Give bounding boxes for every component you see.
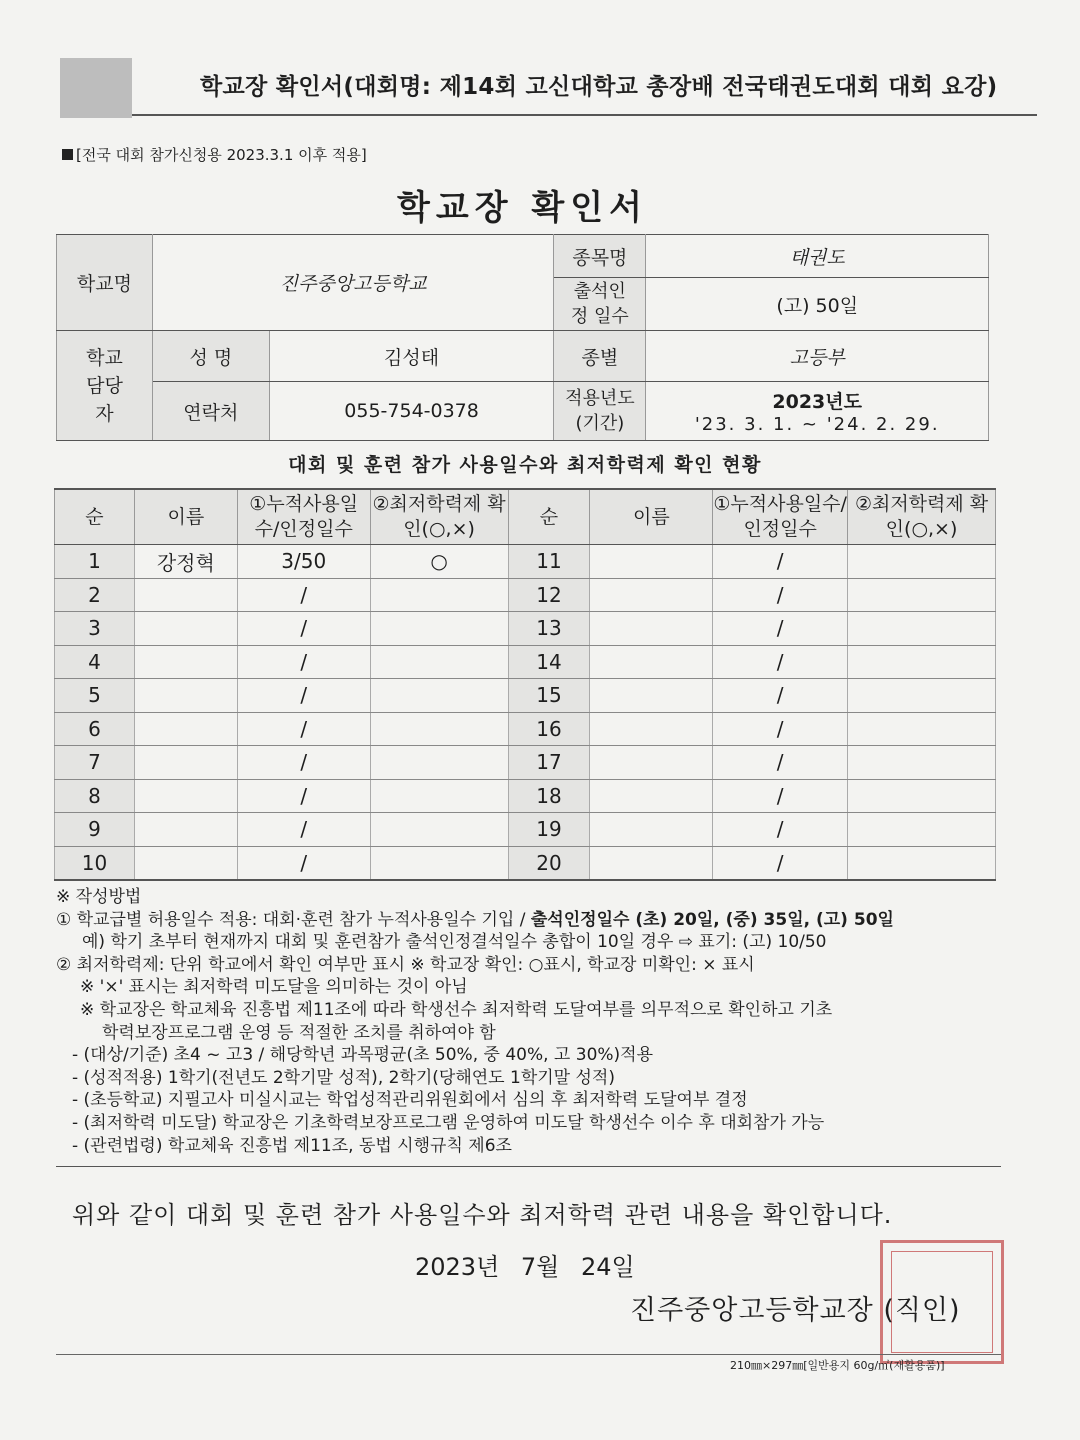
participants-table	[54, 488, 996, 881]
header-name: 이름	[134, 489, 237, 545]
row-name	[134, 846, 237, 880]
row-name-right	[590, 846, 713, 880]
note-1a	[56, 909, 1016, 932]
row-check	[370, 846, 508, 880]
note-bullet-5: - (관련법령) 학교체육 진흥법 제11조, 동법 시행규칙 제6조	[72, 1135, 512, 1156]
table-row	[55, 578, 996, 612]
issue-date	[415, 1247, 649, 1282]
row-check-right	[848, 679, 996, 713]
note-2a: ② 최저학력제: 단위 학교에서 확인 여부만 표시 ※ 학교장 확인: ○표시, 학교장 미확인: × 표시	[56, 954, 755, 975]
table-row	[55, 813, 996, 847]
row-no-right: 12	[508, 578, 590, 612]
row-check-right	[848, 612, 996, 646]
row-name-right	[590, 813, 713, 847]
paper-spec: 210㎜×297㎜[일반용지 60g/㎡(재활용품)]	[730, 1359, 945, 1372]
year-label	[554, 382, 646, 441]
row-no: 4	[55, 645, 135, 679]
row-no: 10	[55, 846, 135, 880]
row-name-right	[590, 679, 713, 713]
row-days-right: /	[713, 846, 848, 880]
header-banner	[60, 58, 1000, 118]
header-days-right: ①누적사용일수/인정일수	[713, 489, 848, 545]
row-check	[370, 679, 508, 713]
attendance-value: (고) 50일	[646, 278, 989, 331]
row-days: /	[237, 779, 370, 813]
row-days-right: /	[713, 813, 848, 847]
table-row	[55, 545, 996, 579]
table-row	[55, 746, 996, 780]
year-cell	[646, 382, 989, 441]
row-no: 3	[55, 612, 135, 646]
row-name-right	[590, 645, 713, 679]
attendance-label	[554, 278, 646, 331]
row-days: /	[237, 846, 370, 880]
contact-value: 055-754-0378	[269, 382, 554, 441]
division-label: 종별	[554, 331, 646, 382]
date-year: 2023년	[415, 1253, 500, 1281]
section-title: 대회 및 훈련 참가 사용일수와 최저학력제 확인 현황	[288, 454, 762, 476]
row-no: 8	[55, 779, 135, 813]
date-day: 24일	[581, 1253, 635, 1281]
division-value: 고등부	[646, 331, 989, 382]
attendance-label-text: 출석인정 일수	[570, 281, 629, 327]
row-name	[134, 813, 237, 847]
header-days: ①누적사용일수/인정일수	[237, 489, 370, 545]
manager-label-text: 학교 담당자	[86, 346, 123, 425]
row-check	[370, 645, 508, 679]
row-name-right	[590, 578, 713, 612]
row-days-right: /	[713, 746, 848, 780]
year-value: 2023년도	[772, 391, 862, 413]
table-row	[55, 712, 996, 746]
row-check-right	[848, 645, 996, 679]
period-value: '23. 3. 1. ~ '24. 2. 29.	[694, 414, 940, 435]
scope-note	[62, 144, 367, 165]
banner-title: 학교장 확인서(대회명: 제14회 고신대학교 총장배 전국태권도대회 대회 요강)	[200, 74, 998, 100]
row-no-right: 18	[508, 779, 590, 813]
note-2d: 학력보장프로그램 운영 등 적절한 조치를 취하여야 함	[102, 1022, 496, 1043]
row-check	[370, 779, 508, 813]
row-check	[370, 712, 508, 746]
document-title: 학교장 확인서	[397, 188, 648, 228]
row-days: /	[237, 813, 370, 847]
sport-label: 종목명	[554, 235, 646, 278]
confirmation-text: 위와 같이 대회 및 훈련 참가 사용일수와 최저학력 관련 내용을 확인합니다.	[72, 1201, 893, 1229]
square-bullet-icon	[62, 149, 73, 160]
row-days-right: /	[713, 712, 848, 746]
row-name-right	[590, 545, 713, 579]
row-no: 2	[55, 578, 135, 612]
row-name	[134, 746, 237, 780]
row-no-right: 20	[508, 846, 590, 880]
signer-name: 진주중앙고등학교장 (직인)	[630, 1295, 961, 1326]
school-value: 진주중앙고등학교	[152, 235, 553, 331]
row-check	[370, 746, 508, 780]
row-days-right: /	[713, 545, 848, 579]
header-academic: ②최저학력제 확인(○,×)	[370, 489, 508, 545]
row-no-right: 16	[508, 712, 590, 746]
header-no-right: 순	[508, 489, 590, 545]
row-name	[134, 712, 237, 746]
notes-divider	[56, 1166, 1001, 1167]
row-days: /	[237, 746, 370, 780]
row-no: 7	[55, 746, 135, 780]
note-bullet-3: - (초등학교) 지필고사 미실시교는 학업성적관리위원회에서 심의 후 최저학력 도달여부 결정	[72, 1090, 748, 1111]
row-days-right: /	[713, 578, 848, 612]
row-no: 6	[55, 712, 135, 746]
row-name	[134, 645, 237, 679]
row-check	[370, 813, 508, 847]
row-days: /	[237, 578, 370, 612]
notes-heading: ※ 작성방법	[56, 887, 142, 907]
header-name-right: 이름	[590, 489, 713, 545]
row-check-right	[848, 712, 996, 746]
row-check: ○	[370, 545, 508, 579]
row-check-right	[848, 746, 996, 780]
name-value: 김성태	[269, 331, 554, 382]
scope-note-text: [전국 대회 참가신청용 2023.3.1 이후 적용]	[76, 146, 367, 164]
row-days-right: /	[713, 612, 848, 646]
row-name	[134, 779, 237, 813]
row-name-right	[590, 612, 713, 646]
note-1b: 예) 학기 초부터 현재까지 대회 및 훈련참가 출석인정결석일수 총합이 10일 경우 ⇨ 표기: (고) 10/50	[82, 932, 827, 953]
note-1a-text: ① 학교급별 허용일수 적용: 대회·훈련 참가 누적사용일수 기입 /	[56, 909, 531, 930]
row-check-right	[848, 813, 996, 847]
row-name	[134, 679, 237, 713]
footer-divider	[56, 1354, 1001, 1355]
row-no-right: 15	[508, 679, 590, 713]
row-name	[134, 578, 237, 612]
contact-label: 연락처	[152, 382, 269, 441]
row-no-right: 19	[508, 813, 590, 847]
date-month: 7월	[520, 1253, 560, 1281]
row-days-right: /	[713, 645, 848, 679]
row-no: 9	[55, 813, 135, 847]
table-row	[55, 846, 996, 880]
row-days: /	[237, 679, 370, 713]
note-2c: ※ 학교장은 학교체육 진흥법 제11조에 따라 학생선수 최저학력 도달여부를 의무적으로 확인하고 기초	[80, 999, 833, 1020]
year-label-text: 적용년도 (기간)	[565, 388, 635, 434]
row-name-right	[590, 746, 713, 780]
note-bullet-4: - (최저학력 미도달) 학교장은 기초학력보장프로그램 운영하여 미도달 학생선수 이수 후 대회참가 가능	[72, 1112, 825, 1133]
header-no: 순	[55, 489, 135, 545]
row-check-right	[848, 578, 996, 612]
table-row	[55, 779, 996, 813]
row-name-right	[590, 712, 713, 746]
instructions	[56, 886, 1016, 1157]
row-check-right	[848, 545, 996, 579]
row-name-right	[590, 779, 713, 813]
row-check-right	[848, 846, 996, 880]
row-no: 1	[55, 545, 135, 579]
name-label: 성 명	[152, 331, 269, 382]
row-check-right	[848, 779, 996, 813]
note-bullet-2: - (성적적용) 1학기(전년도 2학기말 성적), 2학기(당해연도 1학기말 성적)	[72, 1067, 615, 1088]
note-1a-bold: 출석인정일수 (초) 20일, (중) 35일, (고) 50일	[530, 909, 894, 930]
row-no-right: 11	[508, 545, 590, 579]
row-no-right: 13	[508, 612, 590, 646]
row-no-right: 17	[508, 746, 590, 780]
table-row	[55, 645, 996, 679]
note-bullet-1: - (대상/기준) 초4 ~ 고3 / 해당학년 과목평균(초 50%, 중 40%, 고 30%)적용	[72, 1045, 654, 1066]
row-days: /	[237, 712, 370, 746]
header-academic-right: ②최저학력제 확인(○,×)	[848, 489, 996, 545]
row-check	[370, 612, 508, 646]
banner-underline	[132, 114, 1037, 116]
row-no-right: 14	[508, 645, 590, 679]
row-days: /	[237, 645, 370, 679]
school-label: 학교명	[57, 235, 153, 331]
manager-label	[57, 331, 153, 441]
row-check	[370, 578, 508, 612]
row-days: 3/50	[237, 545, 370, 579]
banner-shade	[60, 58, 132, 118]
table-row	[55, 612, 996, 646]
row-days-right: /	[713, 679, 848, 713]
note-2b: ※ '×' 표시는 최저학력 미도달을 의미하는 것이 아님	[80, 977, 468, 998]
table-row	[55, 679, 996, 713]
row-no: 5	[55, 679, 135, 713]
row-days: /	[237, 612, 370, 646]
info-table	[56, 234, 989, 441]
row-days-right: /	[713, 779, 848, 813]
row-name: 강정혁	[134, 545, 237, 579]
row-name	[134, 612, 237, 646]
sport-value: 태권도	[646, 235, 989, 278]
